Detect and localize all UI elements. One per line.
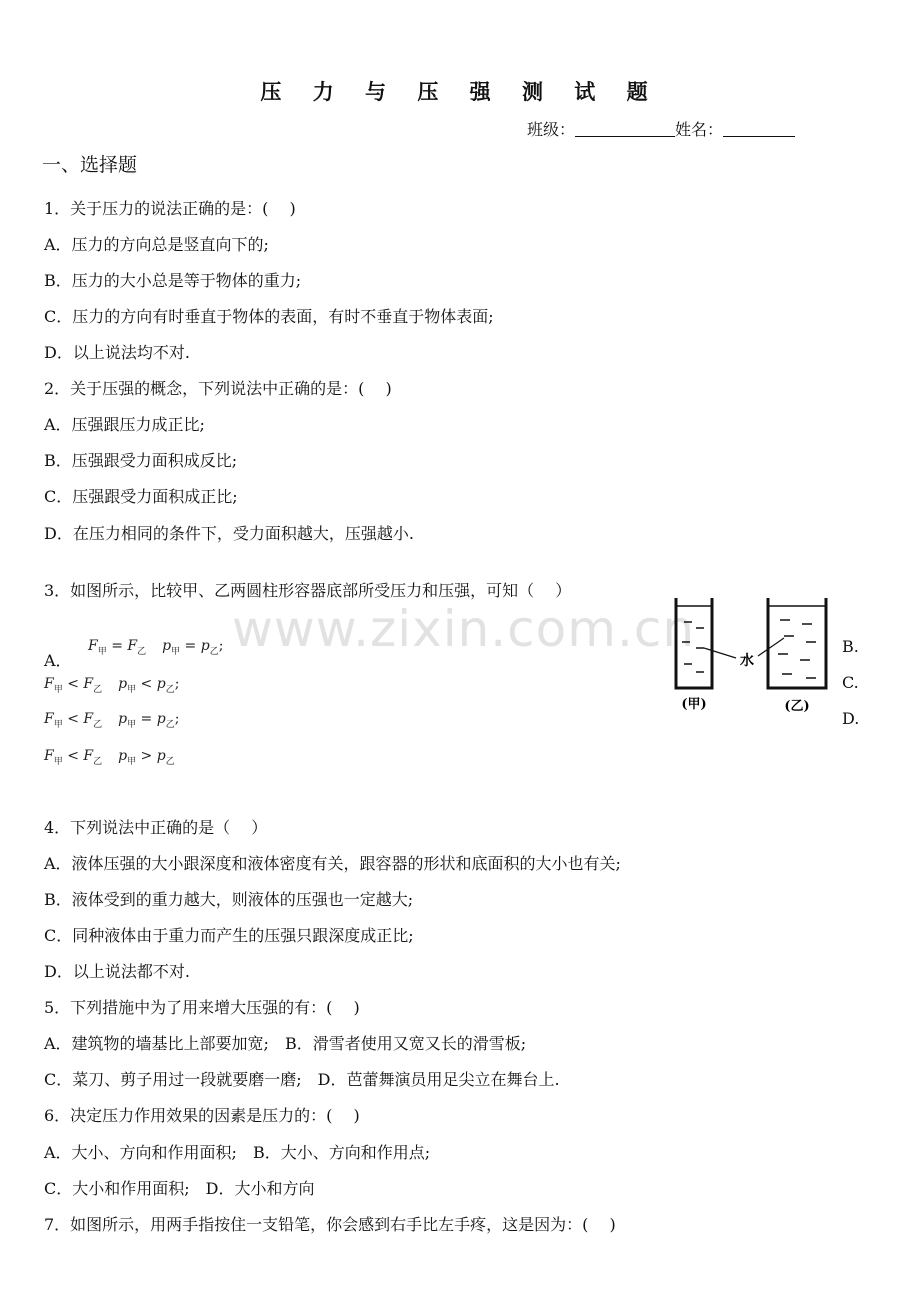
question-3-option-b-letter: B.: [842, 637, 859, 656]
class-blank[interactable]: [575, 120, 675, 137]
water-label: 水: [740, 653, 754, 669]
page-title: 压 力 与 压 强 测 试 题: [260, 79, 660, 104]
question-1-option-d: D．以上说法均不对.: [44, 343, 190, 362]
question-2-option-b: B．压强跟受力面积成反比;: [44, 451, 238, 470]
question-4-option-c: C．同种液体由于重力而产生的压强只跟深度成正比;: [44, 926, 414, 945]
question-5-options-cd: C．菜刀、剪子用过一段就要磨一磨; D．芭蕾舞演员用足尖立在舞台上.: [44, 1070, 560, 1089]
name-blank[interactable]: [723, 120, 795, 137]
question-2-option-a: A．压强跟压力成正比;: [44, 415, 205, 434]
question-2-stem: 2．关于压强的概念，下列说法中正确的是：( ): [44, 379, 392, 398]
containers-figure: [662, 592, 834, 722]
question-3-stem: 3．如图所示，比较甲、乙两圆柱形容器底部所受压力和压强，可知（ ）: [44, 581, 572, 600]
question-3-formula-c: $F_甲 < F_乙$ $p_甲 = p_乙$;: [44, 711, 180, 730]
question-3-option-c-letter: C.: [842, 673, 859, 692]
question-1-option-a: A．压力的方向总是竖直向下的;: [44, 235, 269, 254]
question-5-stem: 5．下列措施中为了用来增大压强的有：( ): [44, 998, 360, 1017]
question-1-stem: 1．关于压力的说法正确的是：( ): [44, 199, 296, 218]
container-jia: [676, 598, 712, 688]
question-3-formula-b: $F_甲 < F_乙$ $p_甲 < p_乙$;: [44, 676, 180, 695]
question-1-option-b: B．压力的大小总是等于物体的重力;: [44, 271, 302, 290]
question-6-stem: 6．决定压力作用效果的因素是压力的：( ): [44, 1106, 360, 1125]
class-label: 班级：: [527, 120, 576, 139]
section-title: 一、选择题: [42, 154, 138, 176]
question-4-option-a: A．液体压强的大小跟深度和液体密度有关，跟容器的形状和底面积的大小也有关;: [44, 854, 621, 873]
question-4-option-d: D．以上说法都不对.: [44, 962, 190, 981]
question-3-option-d-letter: D.: [842, 709, 860, 728]
name-bar: [527, 117, 795, 140]
question-3-formula-d: $F_甲 < F_乙$ $p_甲 > p_乙$: [44, 748, 175, 767]
question-4-option-b: B．液体受到的重力越大，则液体的压强也一定越大;: [44, 890, 414, 909]
watermark: www.zixin.com.cn: [232, 600, 696, 658]
question-3-formula-a: $F_甲 = F_乙$ $p_甲 = p_乙$;: [88, 638, 224, 657]
question-2-option-d: D．在压力相同的条件下，受力面积越大，压强越小.: [44, 524, 414, 543]
question-7-stem: 7．如图所示，用两手指按住一支铅笔，你会感到右手比左手疼，这是因为：( ): [44, 1215, 616, 1234]
question-1-option-c: C．压力的方向有时垂直于物体的表面，有时不垂直于物体表面;: [44, 307, 494, 326]
question-2-option-c: C．压强跟受力面积成正比;: [44, 487, 238, 506]
label-jia: (甲): [681, 697, 707, 712]
question-6-options-cd: C．大小和作用面积; D．大小和方向: [44, 1179, 315, 1198]
question-4-stem: 4．下列说法中正确的是（ ）: [44, 818, 268, 837]
question-5-options-ab: A．建筑物的墙基比上部要加宽; B．滑雪者使用又宽又长的滑雪板;: [44, 1034, 527, 1053]
label-yi: (乙): [784, 699, 810, 714]
question-3-option-a-label: A．: [44, 651, 72, 670]
question-6-options-ab: A．大小、方向和作用面积; B．大小、方向和作用点;: [44, 1143, 431, 1162]
name-label: 姓名：: [675, 120, 724, 139]
